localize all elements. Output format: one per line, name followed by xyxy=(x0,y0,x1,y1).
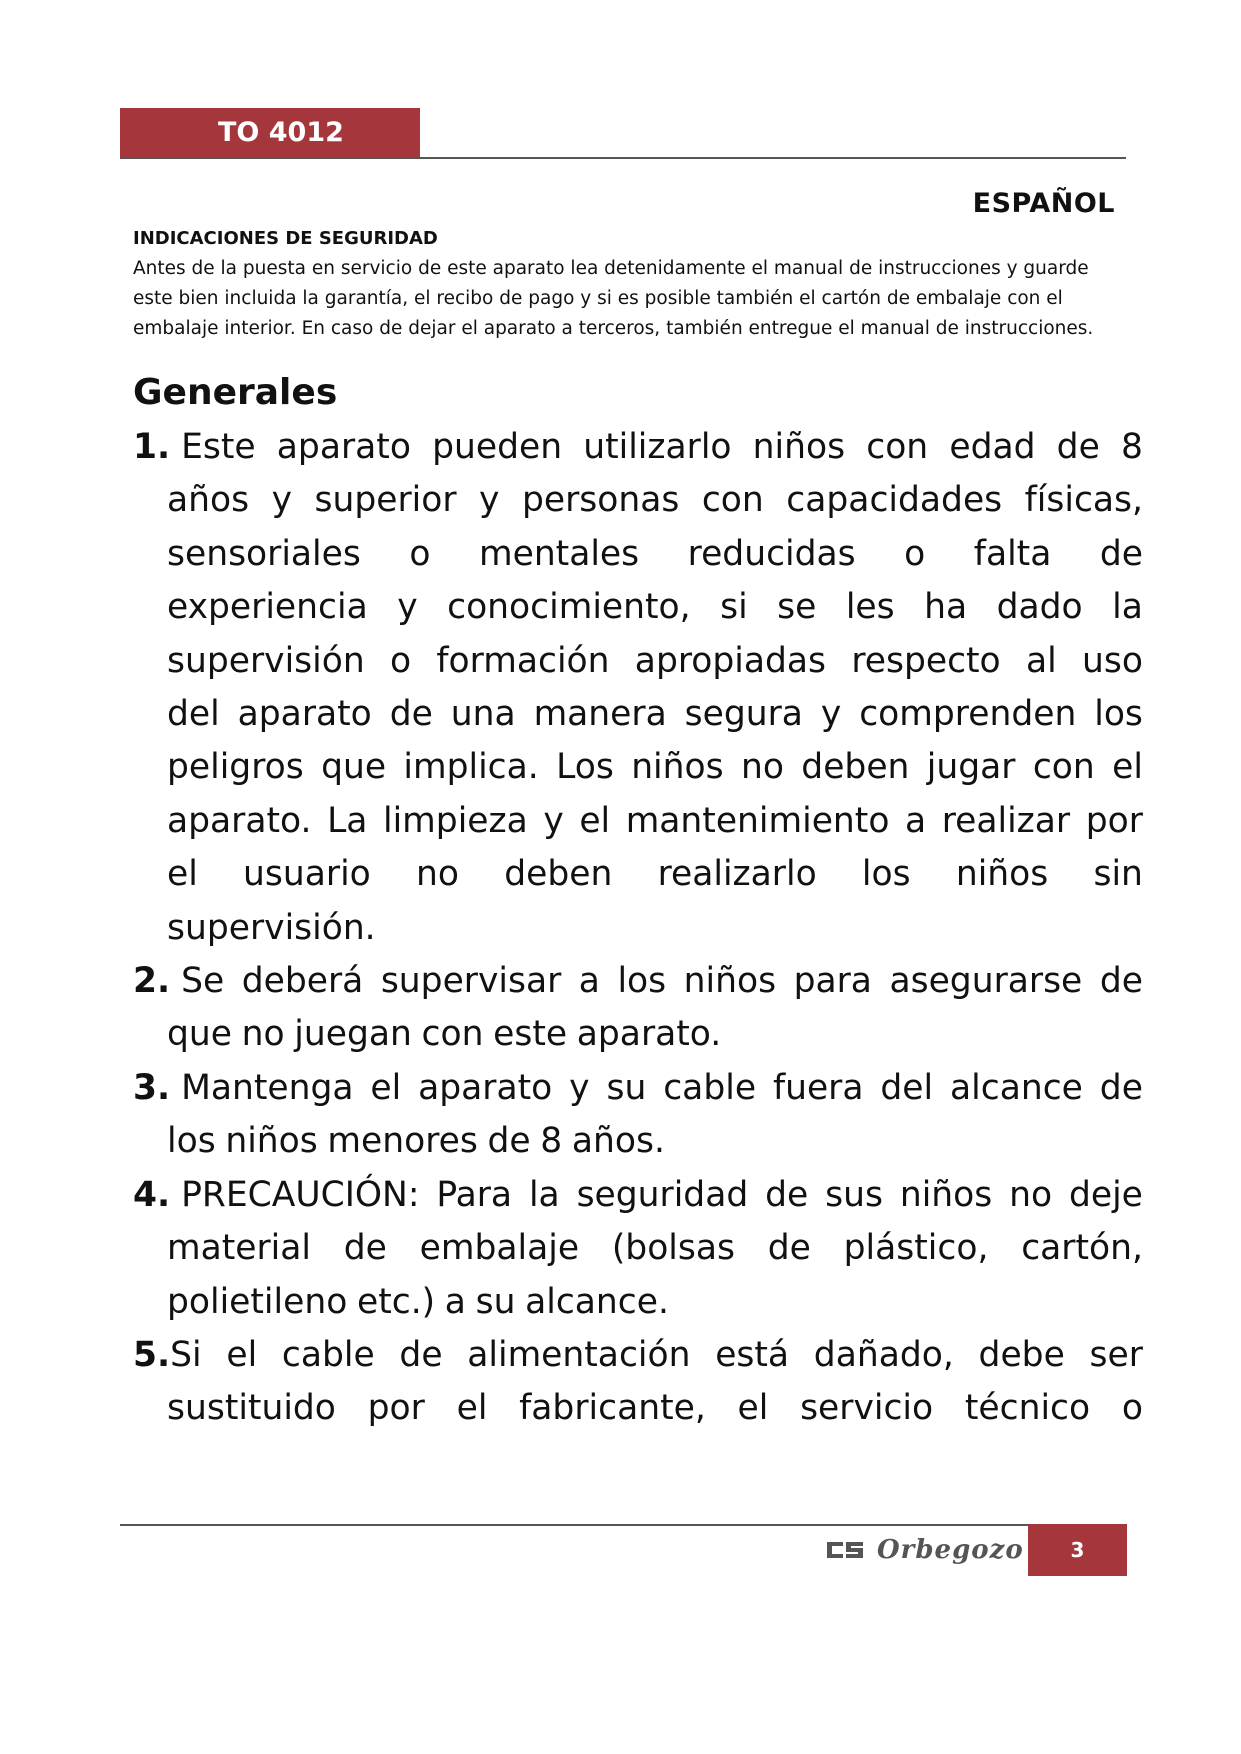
item-line: experiencia y conocimiento, si se les ha dado la xyxy=(167,587,1143,628)
intro-line: este bien incluida la garantía, el recibo de pago y si es posible también el cartón de embalaje con el xyxy=(133,288,1063,309)
safety-item-3 xyxy=(133,1062,1143,1169)
page-number-box xyxy=(1028,1524,1127,1576)
section-title: Generales xyxy=(133,372,338,413)
item-first-word: 3. Mantenga xyxy=(133,1067,354,1108)
item-line: los niños menores de 8 años. xyxy=(167,1121,665,1162)
item-first-word: 5.Si xyxy=(133,1334,202,1375)
safety-item-5 xyxy=(133,1329,1143,1436)
item-line: polietileno etc.) a su alcance. xyxy=(167,1281,669,1322)
safety-item-1 xyxy=(133,421,1143,955)
model-header-band xyxy=(120,108,420,158)
item-number: 2. xyxy=(133,961,171,1002)
item-line: 2. Se deberá supervisar a los niños para asegurarse de xyxy=(133,955,1143,1008)
item-line: años y superior y personas con capacidades físicas, xyxy=(167,480,1143,521)
item-first-word: 4. PRECAUCIÓN: xyxy=(133,1174,420,1215)
item-line: supervisión. xyxy=(167,907,376,948)
footer-divider xyxy=(120,1524,1126,1526)
intro-line: Antes de la puesta en servicio de este aparato lea detenidamente el manual de instrucciones y guarde xyxy=(133,258,1089,279)
item-line: supervisión o formación apropiadas respecto al uso xyxy=(167,640,1143,681)
item-line: 1. Este aparato pueden utilizarlo niños con edad de 8 xyxy=(133,421,1143,474)
item-line: sensoriales o mentales reducidas o falta de xyxy=(167,533,1143,574)
header-divider xyxy=(120,157,1126,159)
item-line: el usuario no deben realizarlo los niños sin xyxy=(167,854,1143,895)
safety-title: INDICACIONES DE SEGURIDAD xyxy=(133,228,438,249)
item-first-word: 1. Este xyxy=(133,427,256,467)
intro-line: embalaje interior. En caso de dejar el aparato a terceros, también entregue el manual de instrucciones. xyxy=(133,318,1094,339)
item-line: sustituido por el fabricante, el servicio técnico o xyxy=(167,1388,1143,1429)
safety-item-list xyxy=(133,421,1143,1436)
item-line: del aparato de una manera segura y comprenden los xyxy=(167,694,1143,735)
item-first-word: 2. Se xyxy=(133,961,225,1002)
model-label: TO 4012 xyxy=(218,117,344,148)
safety-intro xyxy=(133,254,1133,344)
item-line: que no juegan con este aparato. xyxy=(167,1014,722,1055)
brand-name: Orbegozo xyxy=(877,1535,1024,1565)
safety-item-4 xyxy=(133,1169,1143,1329)
item-line: material de embalaje (bolsas de plástico, cartón, xyxy=(167,1228,1143,1269)
item-line: aparato. La limpieza y el mantenimiento a realizar por xyxy=(167,800,1143,841)
item-number: 5. xyxy=(133,1334,171,1375)
item-line: 4. PRECAUCIÓN: Para la seguridad de sus niños no deje xyxy=(133,1169,1143,1222)
item-number: 1. xyxy=(133,427,171,467)
item-number: 3. xyxy=(133,1067,171,1108)
page-number: 3 xyxy=(1070,1538,1085,1562)
safety-item-2 xyxy=(133,955,1143,1062)
brand-logo xyxy=(825,1535,1024,1565)
item-line: 3. Mantenga el aparato y su cable fuera del alcance de xyxy=(133,1062,1143,1115)
item-number: 4. xyxy=(133,1174,171,1215)
brand-mark-icon xyxy=(825,1539,865,1561)
item-line: peligros que implica. Los niños no deben jugar con el xyxy=(167,747,1143,788)
language-label: ESPAÑOL xyxy=(972,188,1115,219)
item-line: 5.Si el cable de alimentación está dañado, debe ser xyxy=(133,1329,1143,1382)
